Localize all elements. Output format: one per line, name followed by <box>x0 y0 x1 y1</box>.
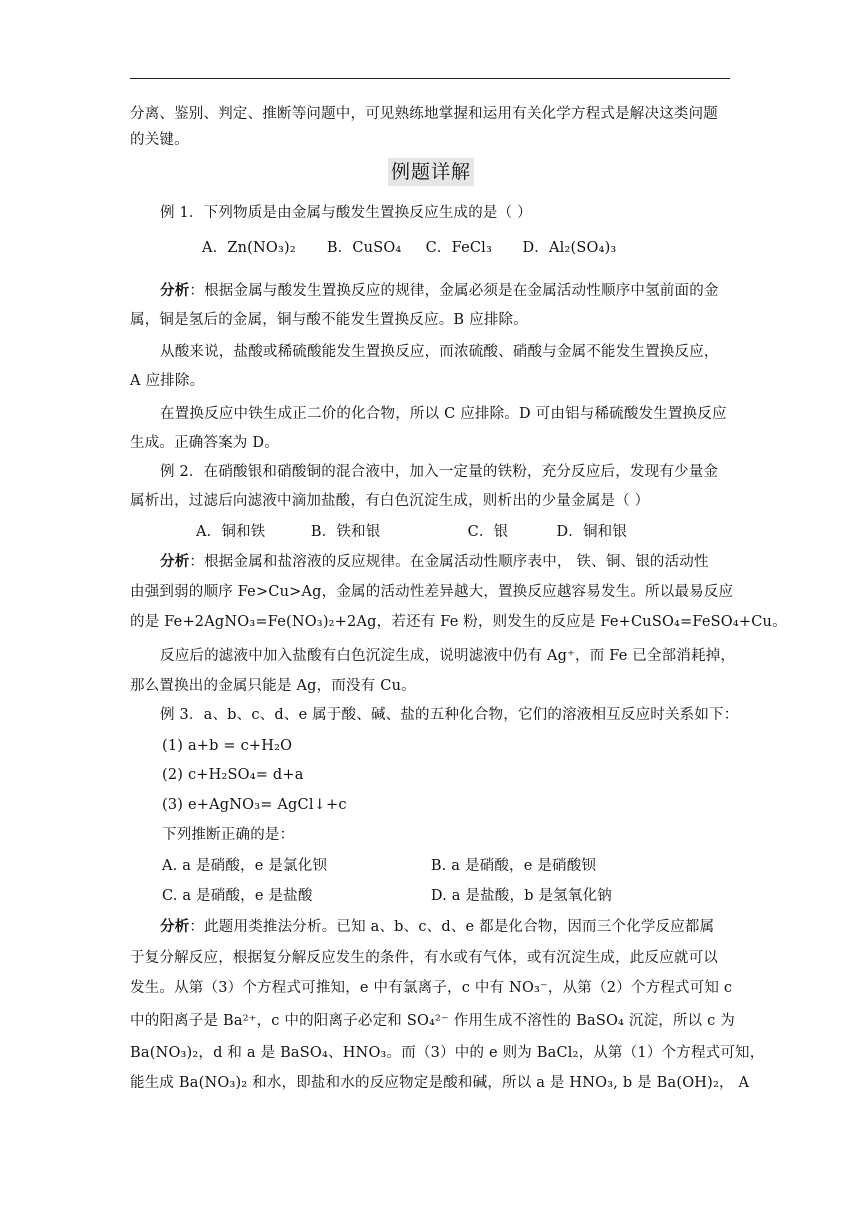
ex3-analysis-line-3: 发生。从第（3）个方程式可推知，e 中有氯离子，c 中有 NO₃⁻，从第（2）个方程式可知 c <box>130 980 733 996</box>
analysis-label: 分析 <box>160 282 190 299</box>
ex3-option-a: A. a 是硝酸，e 是氯化钡 <box>162 858 328 874</box>
ex3-ask: 下列推断正确的是： <box>162 827 295 843</box>
ex3-option-b: B. a 是硝酸，e 是硝酸钡 <box>430 858 597 874</box>
ex3-equation-2: (2) c+H₂SO₄= d+a <box>162 767 304 783</box>
ex1-para2-line-1: 从酸来说，盐酸或稀硫酸能发生置换反应，而浓硫酸、硝酸与金属不能发生置换反应， <box>160 344 719 360</box>
ex3-analysis-line-2: 于复分解反应，根据复分解反应发生的条件，有水或有气体，或有沉淀生成，此反应就可以 <box>130 950 718 966</box>
ex3-question: 例 3．a、b、c、d、e 属于酸、碱、盐的五种化合物，它们的溶液相互反应时关系如下： <box>160 707 739 723</box>
ex3-option-d: D. a 是盐酸，b 是氢氧化钠 <box>430 888 612 904</box>
ex2-para2-line-1: 反应后的滤液中加入盐酸有白色沉淀生成，说明滤液中仍有 Ag⁺，而 Fe 已全部消耗掉， <box>160 648 736 664</box>
ex2-question-line-1: 例 2．在硝酸银和硝酸铜的混合液中，加入一定量的铁粉，充分反应后，发现有少量金 <box>160 464 719 480</box>
intro-line-1: 分离、鉴别、判定、推断等问题中，可见熟练地掌握和运用有关化学方程式是解决这类问题 <box>130 106 718 122</box>
analysis-label: 分析 <box>160 918 190 935</box>
ex1-option-b: B．CuSO₄ <box>326 240 402 256</box>
analysis-label: 分析 <box>160 553 190 570</box>
ex1-para3-line-2: 生成。正确答案为 D。 <box>130 435 279 451</box>
ex3-equation-1: (1) a+b = c+H₂O <box>162 738 293 754</box>
ex2-analysis-text: ：根据金属和盐溶液的反应规律。在金属活动性顺序表中， 铁、铜、银的活动性 <box>189 554 709 570</box>
section-title: 例题详解 <box>388 158 474 186</box>
ex2-option-d: D．铜和银 <box>556 524 628 540</box>
ex3-analysis-line-4: 中的阳离子是 Ba²⁺，c 中的阳离子必定和 SO₄²⁻ 作用生成不溶性的 BaSO₄ 沉淀，所以 c 为 <box>130 1013 736 1029</box>
ex1-para2-line-2: A 应排除。 <box>130 373 205 389</box>
ex3-analysis-line-1 <box>130 917 730 937</box>
ex2-analysis-line-3: 的是 Fe+2AgNO₃=Fe(NO₃)₂+2Ag，若还有 Fe 粉，则发生的反应是 Fe+CuSO₄=FeSO₄+Cu。 <box>130 614 787 630</box>
ex1-analysis-line-2: 属，铜是氢后的金属，铜与酸不能发生置换反应。B 应排除。 <box>130 312 528 328</box>
ex1-para3-line-1: 在置换反应中铁生成正二价的化合物，所以 C 应排除。D 可由铝与稀硫酸发生置换反应 <box>160 406 727 422</box>
ex2-analysis-line-2: 由强到弱的顺序 Fe>Cu>Ag，金属的活动性差异越大，置换反应越容易发生。所以最易反应 <box>130 584 734 600</box>
ex2-analysis-line-1 <box>130 552 730 572</box>
ex3-analysis-text: ：此题用类推法分析。已知 a、b、c、d、e 都是化合物，因而三个化学反应都属 <box>189 919 715 935</box>
ex3-option-c: C. a 是硝酸，e 是盐酸 <box>162 888 313 904</box>
ex1-option-d: D．Al₂(SO₄)₃ <box>522 240 617 256</box>
ex1-analysis-text: ：根据金属与酸发生置换反应的规律，金属必须是在金属活动性顺序中氢前面的金 <box>189 283 719 299</box>
ex2-question-line-2: 属析出，过滤后向滤液中滴加盐酸，有白色沉淀生成，则析出的少量金属是（ ） <box>130 493 650 509</box>
ex3-equation-3: (3) e+AgNO₃= AgCl↓+c <box>162 797 347 813</box>
ex2-option-b: B．铁和银 <box>310 524 381 540</box>
ex2-option-c: C．银 <box>467 524 509 540</box>
ex3-options-row-2 <box>130 886 730 906</box>
header-rule <box>130 78 730 79</box>
intro-line-2: 的关键。 <box>130 132 189 148</box>
ex3-options-row-1 <box>130 856 730 876</box>
ex1-question: 例 1．下列物质是由金属与酸发生置换反应生成的是（ ） <box>160 205 532 221</box>
ex1-option-c: C．FeCl₃ <box>425 240 493 256</box>
ex1-analysis-line-1 <box>130 281 730 301</box>
ex3-analysis-line-5: Ba(NO₃)₂，d 和 a 是 BaSO₄、HNO₃。而（3）中的 e 则为 BaCl₂，从第（1）个方程式可知， <box>130 1045 765 1061</box>
ex2-options <box>130 522 730 542</box>
ex1-option-a: A．Zn(NO₃)₂ <box>202 240 296 256</box>
ex1-options <box>130 238 730 258</box>
ex2-para2-line-2: 那么置换出的金属只能是 Ag，而没有 Cu。 <box>130 678 416 694</box>
ex3-analysis-line-6: 能生成 Ba(NO₃)₂ 和水，即盐和水的反应物定是酸和碱，所以 a 是 HNO₃, b 是 Ba(OH)₂， A <box>130 1075 750 1091</box>
ex2-option-a: A．铜和铁 <box>196 524 266 540</box>
